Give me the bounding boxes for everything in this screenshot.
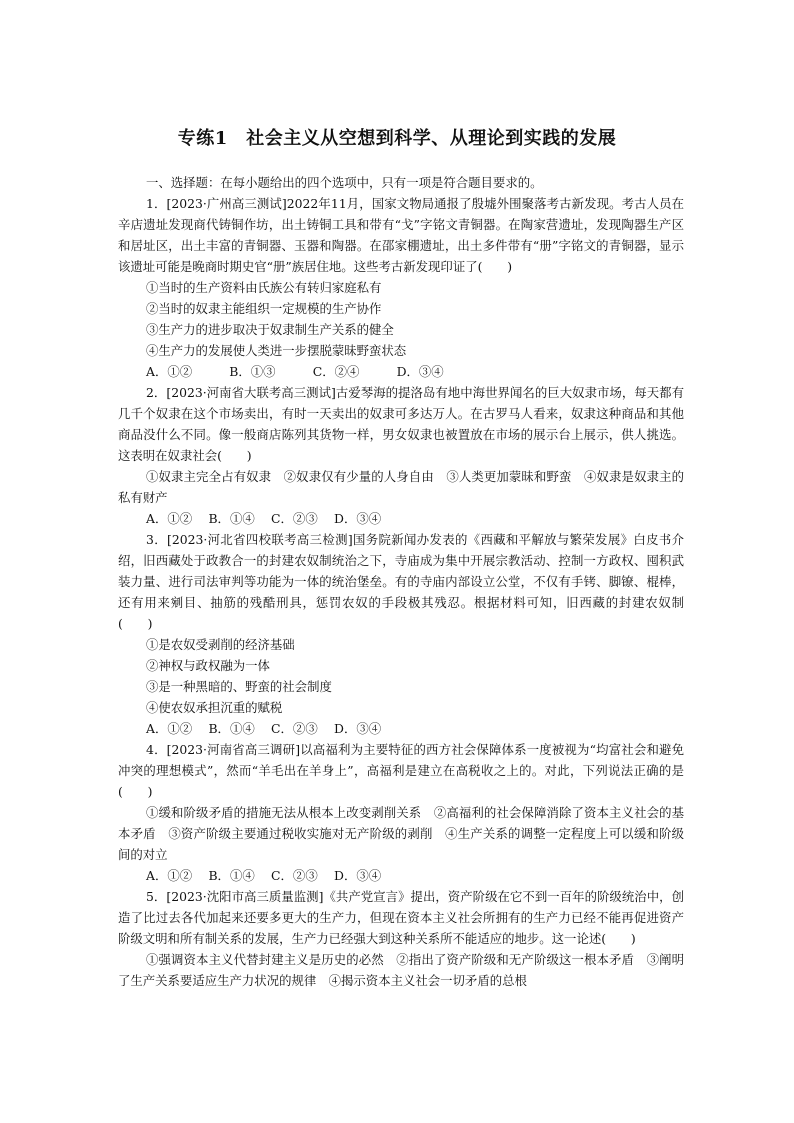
- question-1-choices: A．①② B．①③ C．②④ D．③④: [146, 364, 444, 379]
- question-3-stem: 3．[2023·河北省四校联考高三检测]国务院新闻办发表的《西藏和平解放与繁荣发展》白皮书介绍，旧西藏处于政教合一的封建农奴制统治之下，寺庙成为集中开展宗教活动、控制一方政权、囤积武装力量、进行司法审判等功能为一体的统治堡垒。有的寺庙内部设立公堂，不仅有手铐、脚镣、棍棒，还有用来剜目、抽筋的残酷刑具，惩罚农奴的手段极其残忍。根据材料可知，旧西藏的封建农奴制( ): [118, 532, 684, 631]
- question-list: [118, 172, 684, 991]
- question-5-stem: 5．[2023·沈阳市高三质量监测]《共产党宣言》提出，资产阶级在它不到一百年的阶级统治中，创造了比过去各代加起来还要多更大的生产力，但现在资本主义社会所拥有的生产力已经不能再促进资产阶级文明和所有制关系的发展，生产力已经强大到这种关系所不能适应的地步。这一论述( ): [118, 889, 684, 946]
- question-1-option-1: ①当时的生产资料由氏族公有转归家庭私有: [146, 280, 382, 295]
- question-4-options: ①缓和阶级矛盾的措施无法从根本上改变剥削关系 ②高福利的社会保障消除了资本主义社会的基本矛盾 ③资产阶级主要通过税收实施对无产阶级的剥削 ④生产关系的调整一定程度上可以缓和阶级间的对立: [118, 805, 684, 862]
- question-5-options: ①强调资本主义代替封建主义是历史的必然 ②指出了资产阶级和无产阶级这一根本矛盾 ③阐明了生产关系要适应生产力状况的规律 ④揭示资本主义社会一切矛盾的总根: [118, 952, 684, 988]
- question-1-stem: 1．[2023·广州高三测试]2022年11月，国家文物局通报了殷墟外围聚落考古新发现。考古人员在辛店遗址发现商代铸铜作坊，出土铸铜工具和带有“戈”字铭文青铜器。在陶家营遗址，发现陶器生产区和居址区，出土丰富的青铜器、玉器和陶器。在邵家棚遗址，出土多件带有“册”字铭文的青铜器，显示该遗址可能是晚商时期史官“册”族居住地。这些考古新发现印证了( ): [118, 196, 684, 274]
- question-3-option-2: ②神权与政权融为一体: [146, 658, 270, 673]
- question-1-option-3: ③生产力的进步取决于奴隶制生产关系的健全: [146, 322, 394, 337]
- question-1-option-4: ④生产力的发展使人类进一步摆脱蒙昧野蛮状态: [146, 343, 407, 358]
- question-3-option-1: ①是农奴受剥削的经济基础: [146, 637, 295, 652]
- question-2-options: ①奴隶主完全占有奴隶 ②奴隶仅有少量的人身自由 ③人类更加蒙昧和野蛮 ④奴隶是奴隶主的私有财产: [118, 469, 684, 505]
- question-4-stem: 4．[2023·河南省高三调研]以高福利为主要特征的西方社会保障体系一度被视为“均富社会和避免冲突的理想模式”，然而“羊毛出在羊身上”，高福利是建立在高税收之上的。对此，下列说法正确的是( ): [118, 742, 684, 799]
- question-2-choices: A．①② B．①④ C．②③ D．③④: [146, 511, 382, 526]
- question-1-option-2: ②当时的奴隶主能组织一定规模的生产协作: [146, 301, 382, 316]
- question-3-option-4: ④使农奴承担沉重的赋税: [146, 700, 283, 715]
- section-heading: 一、选择题：在每小题给出的四个选项中，只有一项是符合题目要求的。: [146, 175, 543, 190]
- page-title: 专练1 社会主义从空想到科学、从理论到实践的发展: [177, 128, 617, 149]
- question-2-stem: 2．[2023·河南省大联考高三测试]古爱琴海的提洛岛有地中海世界闻名的巨大奴隶市场，每天都有几千个奴隶在这个市场卖出，有时一天卖出的奴隶可多达万人。在古罗马人看来，奴隶这种商品和其他商品没什么不同。像一般商店陈列其货物一样，男女奴隶也被置放在市场的展示台上展示，供人挑选。这表明在奴隶社会( ): [118, 385, 684, 463]
- question-4-choices: A．①② B．①④ C．②③ D．③④: [146, 868, 382, 883]
- question-3-option-3: ③是一种黑暗的、野蛮的社会制度: [146, 679, 332, 694]
- question-3-choices: A．①② B．①④ C．②③ D．③④: [146, 721, 382, 736]
